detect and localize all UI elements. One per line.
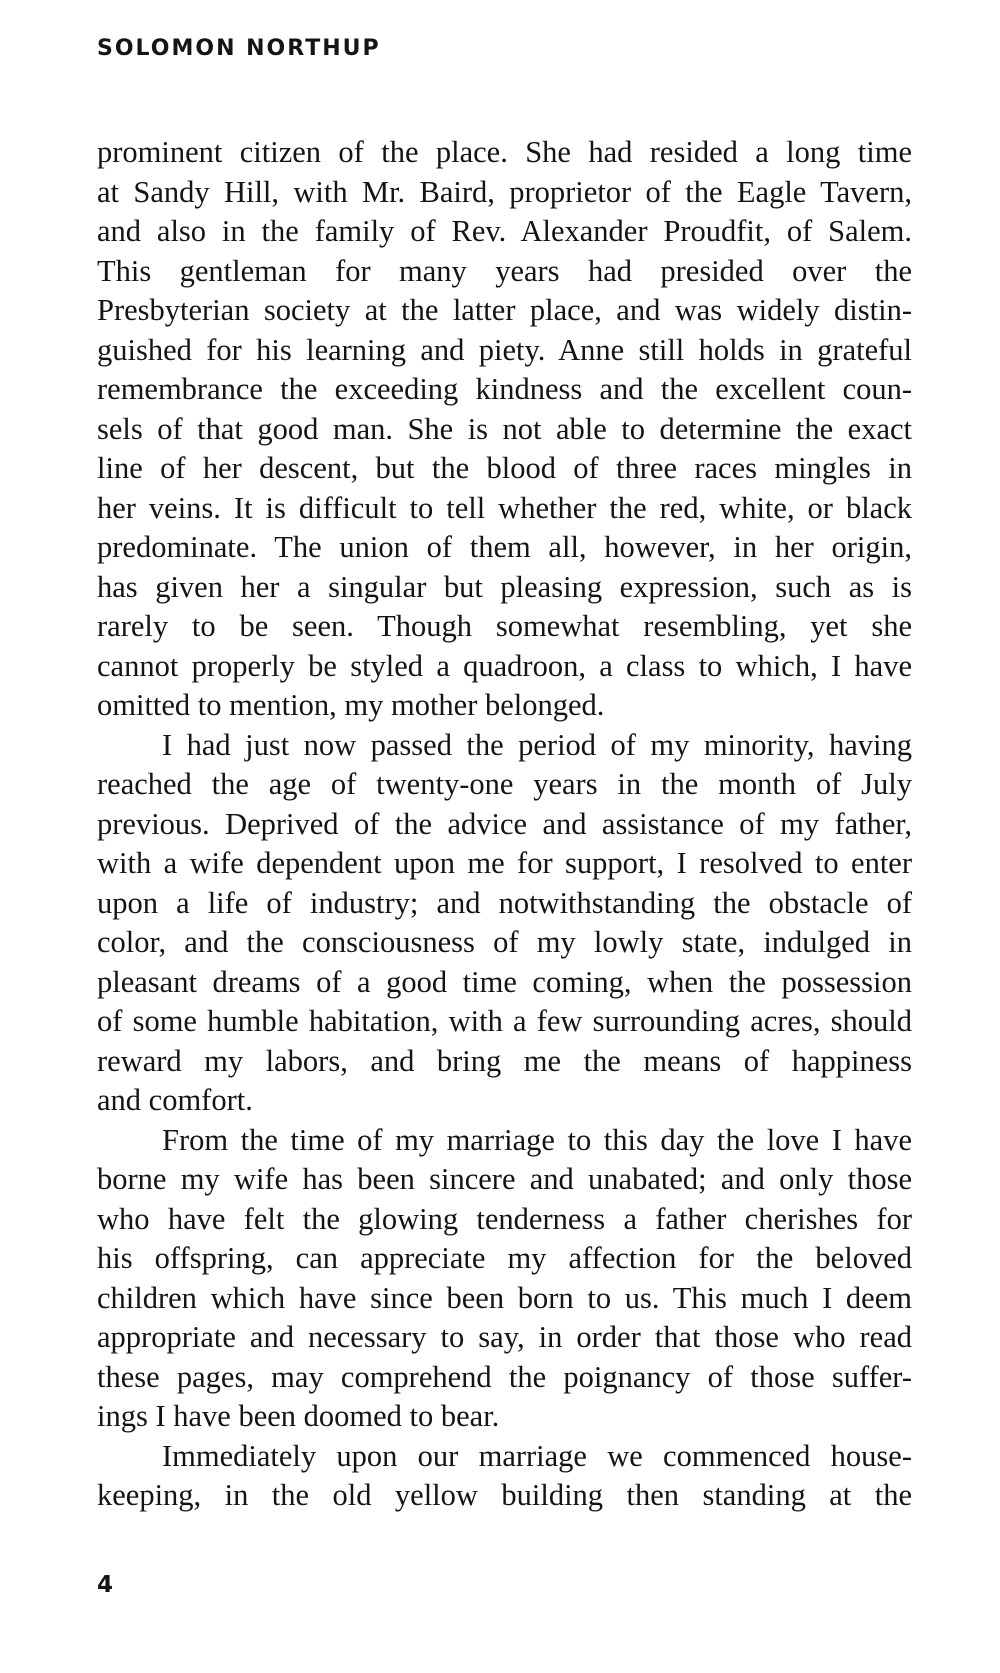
text-line: reached the age of twenty-one years in the month of July xyxy=(97,767,912,801)
text-line: has given her a singular but pleasing expression, such as is xyxy=(97,569,912,604)
text-line: pleasant dreams of a good time coming, when the possession xyxy=(97,964,912,999)
text-line: rarely to be seen. Though somewhat resembling, yet she xyxy=(97,609,912,643)
text-line: her veins. It is difficult to tell whether the red, white, or black xyxy=(97,490,912,525)
text-line: previous. Deprived of the advice and assistance of my father, xyxy=(97,806,912,841)
text-line: remembrance the exceeding kindness and the excellent coun- xyxy=(97,372,912,406)
text-line: appropriate and necessary to say, in order that those who read xyxy=(97,1320,912,1354)
page-number: 4 xyxy=(97,1572,114,1598)
text-line: From the time of my marriage to this day the love I have xyxy=(162,1122,912,1157)
running-head: SOLOMON NORTHUP xyxy=(97,36,381,61)
text-line: and comfort. xyxy=(97,1083,253,1117)
text-line: who have felt the glowing tenderness a father cherishes for xyxy=(97,1201,912,1236)
text-line: reward my labors, and bring me the means of happiness xyxy=(97,1043,912,1078)
text-line: guished for his learning and piety. Anne still holds in grateful xyxy=(97,332,912,367)
text-line: I had just now passed the period of my minority, having xyxy=(162,727,912,762)
text-line: predominate. The union of them all, however, in her origin, xyxy=(97,530,912,564)
text-line: Presbyterian society at the latter place, and was widely distin- xyxy=(97,293,912,327)
text-line: upon a life of industry; and notwithstanding the obstacle of xyxy=(97,885,912,920)
text-line: ings I have been doomed to bear. xyxy=(97,1399,500,1433)
text-line: at Sandy Hill, with Mr. Baird, proprietor of the Eagle Tavern, xyxy=(97,174,912,209)
text-line: Immediately upon our marriage we commenced house- xyxy=(162,1438,912,1473)
text-line: line of her descent, but the blood of three races mingles in xyxy=(97,451,912,485)
text-line: with a wife dependent upon me for support, I resolved to enter xyxy=(97,846,912,880)
text-line: This gentleman for many years had presided over the xyxy=(97,253,912,288)
text-line: borne my wife has been sincere and unabated; and only those xyxy=(97,1162,912,1196)
text-line: sels of that good man. She is not able to determine the exact xyxy=(97,411,912,446)
text-line: and also in the family of Rev. Alexander Proudfit, of Salem. xyxy=(97,214,912,248)
text-line: keeping, in the old yellow building then standing at the xyxy=(97,1478,912,1512)
text-line: of some humble habitation, with a few surrounding acres, should xyxy=(97,1004,912,1038)
text-line: cannot properly be styled a quadroon, a class to which, I have xyxy=(97,648,912,683)
text-line: color, and the consciousness of my lowly state, indulged in xyxy=(97,925,912,959)
text-line: his offspring, can appreciate my affection for the beloved xyxy=(97,1241,912,1275)
text-line: children which have since been born to us. This much I deem xyxy=(97,1280,912,1315)
text-line: omitted to mention, my mother belonged. xyxy=(97,688,605,722)
text-line: these pages, may comprehend the poignancy of those suffer- xyxy=(97,1359,912,1394)
text-line: prominent citizen of the place. She had resided a long time xyxy=(97,135,912,169)
body-text xyxy=(97,133,912,1516)
